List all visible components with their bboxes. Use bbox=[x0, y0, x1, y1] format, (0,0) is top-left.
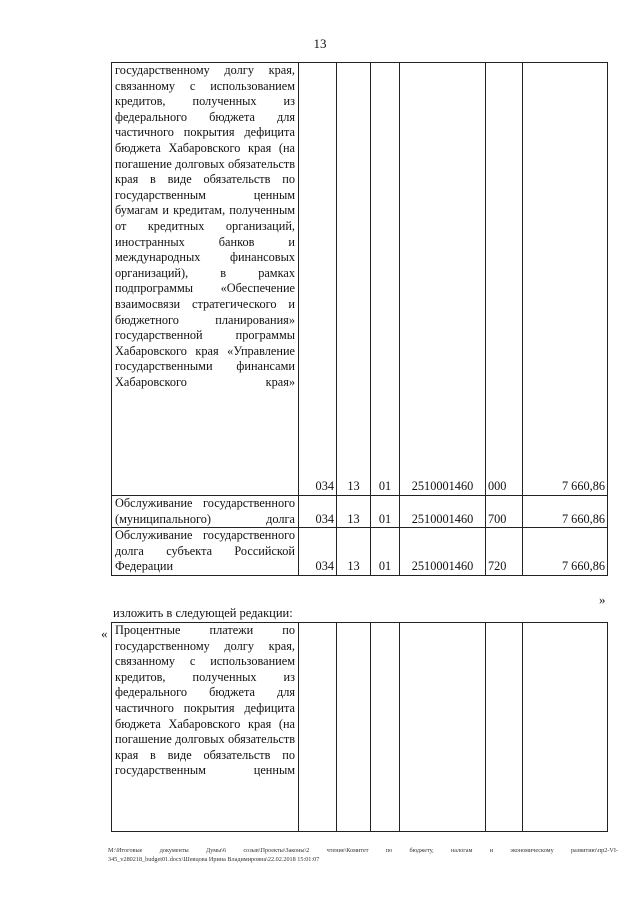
closing-quote: » bbox=[599, 592, 606, 607]
type-cell: 720 bbox=[486, 528, 523, 576]
row-description: Процентные платежи по государственному долгу края, связанному с использованием кредитов, полученных из федерального бюджета для частичного покрытия дефицита бюджета Хабаровского края (на погашение долговых обязательств края в виде обязательств по государственным ценным bbox=[112, 623, 299, 832]
amount-cell: 7 660,86 bbox=[523, 496, 608, 528]
table-row bbox=[112, 623, 608, 832]
item-cell bbox=[400, 623, 486, 832]
section-cell bbox=[337, 623, 371, 832]
code-cell: 034 bbox=[299, 63, 337, 496]
subsection-cell: 01 bbox=[371, 496, 400, 528]
row-description: государственному долгу края, связанному с использованием кредитов, полученных из федерального бюджета для частичного покрытия дефицита бюджета Хабаровского края (на погашение долговых обязательств края в виде обязательств по государственным ценным бумагам и кредитам, полученным от кредитных организаций, иностранных банков и международных финансовых организаций), в рамках подпрограммы «Обеспечение взаимосвязи стратегического и бюджетного планирования» государственной программы Хабаровского края «Управление государственными финансами Хабаровского края» bbox=[112, 63, 299, 496]
opening-quote: « bbox=[101, 626, 108, 641]
footer-line-1: М:\Итоговые документы Думы\6 созыв\Проекты\Законы\2 чтение\Комитет по бюджету, налогам и экономическому развитию\пр2-VI- bbox=[108, 847, 618, 854]
item-cell: 2510001460 bbox=[400, 496, 486, 528]
footer-line-2: 345_v280218_budget01.docx\Шевцова Ирина Владимировна\22.02.2018 15:01:07 bbox=[108, 856, 320, 863]
type-cell: 000 bbox=[486, 63, 523, 496]
section-cell: 13 bbox=[337, 528, 371, 576]
section-cell: 13 bbox=[337, 63, 371, 496]
budget-table-top bbox=[111, 62, 608, 576]
type-cell: 700 bbox=[486, 496, 523, 528]
subsection-cell bbox=[371, 623, 400, 832]
amount-cell bbox=[523, 623, 608, 832]
code-cell: 034 bbox=[299, 496, 337, 528]
table-row bbox=[112, 63, 608, 496]
subsection-cell: 01 bbox=[371, 63, 400, 496]
footer-path bbox=[108, 846, 618, 864]
subsection-cell: 01 bbox=[371, 528, 400, 576]
section-cell: 13 bbox=[337, 496, 371, 528]
code-cell: 034 bbox=[299, 528, 337, 576]
table-row bbox=[112, 528, 608, 576]
instruction-text: изложить в следующей редакции: bbox=[113, 606, 293, 620]
item-cell: 2510001460 bbox=[400, 63, 486, 496]
table-row bbox=[112, 496, 608, 528]
budget-table-bottom bbox=[111, 622, 608, 832]
item-cell: 2510001460 bbox=[400, 528, 486, 576]
type-cell bbox=[486, 623, 523, 832]
page-number: 13 bbox=[313, 36, 327, 51]
row-description: Обслуживание государственного (муниципального) долга bbox=[112, 496, 299, 528]
code-cell bbox=[299, 623, 337, 832]
amount-cell: 7 660,86 bbox=[523, 528, 608, 576]
row-description: Обслуживание государственного долга субъекта Российской Федерации bbox=[112, 528, 299, 576]
amount-cell: 7 660,86 bbox=[523, 63, 608, 496]
